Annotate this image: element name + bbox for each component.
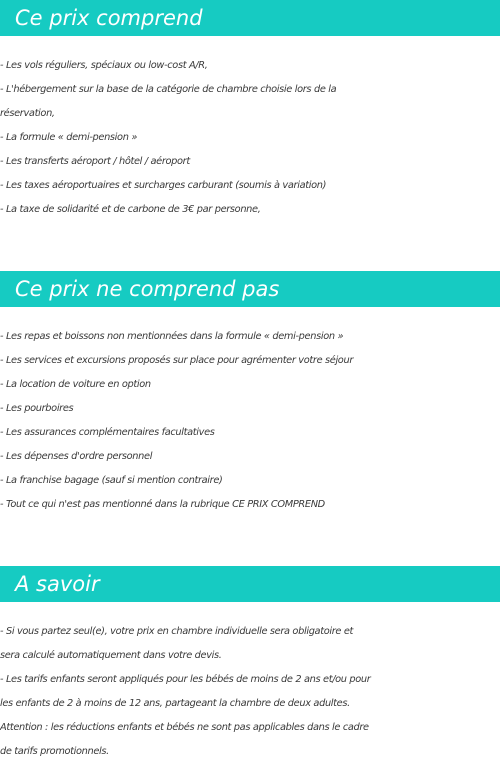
text-line: les enfants de 2 à moins de 12 ans, partageant la chambre de deux adultes. <box>0 698 350 709</box>
list-item: - Les assurances complémentaires facultatives <box>0 427 215 438</box>
text-line: de tarifs promotionnels. <box>0 746 109 757</box>
good-to-know-text <box>0 620 500 764</box>
list-item: - Les services et excursions proposés sur place pour agrémenter votre séjour <box>0 355 353 366</box>
excludes-list <box>0 325 500 517</box>
list-item: - Tout ce qui n'est pas mentionné dans la rubrique CE PRIX COMPREND <box>0 499 325 510</box>
text-line: - Si vous partez seul(e), votre prix en chambre individuelle sera obligatoire et <box>0 626 354 637</box>
list-item: - Les vols réguliers, spéciaux ou low-cost A/R, <box>0 60 208 71</box>
list-item: - La franchise bagage (sauf si mention contraire) <box>0 475 223 486</box>
list-item: - Les transferts aéroport / hôtel / aéroport <box>0 156 190 167</box>
list-item: - L'hébergement sur la base de la catégorie de chambre choisie lors de la <box>0 84 337 95</box>
section-title-good-to-know: A savoir <box>0 566 500 602</box>
list-item: - Les dépenses d'ordre personnel <box>0 451 153 462</box>
section-title-excludes: Ce prix ne comprend pas <box>0 271 500 307</box>
list-item: - La taxe de solidarité et de carbone de 3€ par personne, <box>0 204 261 215</box>
text-line: - Les tarifs enfants seront appliqués pour les bébés de moins de 2 ans et/ou pour <box>0 674 371 685</box>
list-item: réservation, <box>0 108 55 119</box>
list-item: - La formule « demi-pension » <box>0 132 138 143</box>
list-item: - La location de voiture en option <box>0 379 151 390</box>
section-title-includes: Ce prix comprend <box>0 0 500 36</box>
list-item: - Les repas et boissons non mentionnées dans la formule « demi-pension » <box>0 331 344 342</box>
text-line: sera calculé automatiquement dans votre devis. <box>0 650 222 661</box>
includes-list <box>0 54 500 222</box>
text-line: Attention : les réductions enfants et bébés ne sont pas applicables dans le cadre <box>0 722 369 733</box>
list-item: - Les taxes aéroportuaires et surcharges carburant (soumis à variation) <box>0 180 327 191</box>
list-item: - Les pourboires <box>0 403 74 414</box>
